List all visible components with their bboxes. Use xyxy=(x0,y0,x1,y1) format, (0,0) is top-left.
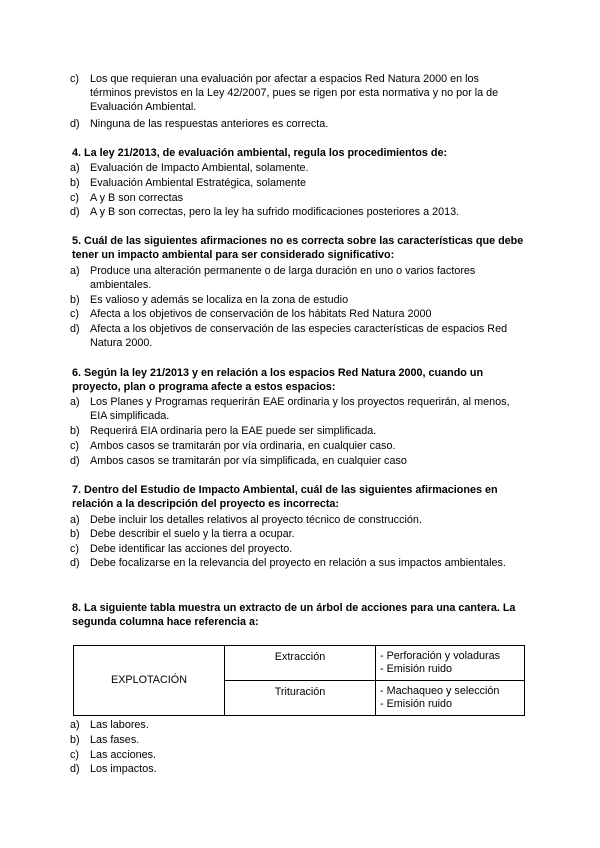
option-label: c) xyxy=(70,749,79,761)
items-cell xyxy=(376,646,525,681)
q5-option-a xyxy=(70,264,520,292)
q5-option-b xyxy=(70,293,520,307)
q5-option-c xyxy=(70,307,520,321)
question-number: 8. xyxy=(72,602,85,614)
option-label: a) xyxy=(70,396,80,408)
question-text: Cuál de las siguientes afirmaciones no es correcta sobre las características que debe tener un impacto ambiental para ser considerado significativo: xyxy=(72,235,524,261)
option-label: b) xyxy=(70,734,80,746)
item-line: - Perforación y voladuras xyxy=(380,650,501,662)
q4-option-c xyxy=(70,191,520,205)
option-text: Ambos casos se tramitarán por vía simplificada, en cualquier caso xyxy=(90,455,407,467)
option-label: a) xyxy=(70,162,80,174)
option-text: Debe focalizarse en la relevancia del proyecto en relación a sus impactos ambientales. xyxy=(90,557,506,569)
option-text: Los Planes y Programas requerirán EAE ordinaria y los proyectos requerirán, al menos, EIA simplificada. xyxy=(90,396,510,422)
q3-option-d xyxy=(70,117,520,131)
option-label: c) xyxy=(70,440,79,452)
option-text: Los impactos. xyxy=(90,763,157,775)
question-number: 7. xyxy=(72,484,85,496)
option-text: Las fases. xyxy=(90,734,140,746)
option-text: Debe incluir los detalles relativos al proyecto técnico de construcción. xyxy=(90,514,422,526)
question-text: Dentro del Estudio de Impacto Ambiental, cuál de las siguientes afirmaciones en relación a la descripción del proyecto es incorrecta: xyxy=(72,484,498,510)
option-text: Las labores. xyxy=(90,719,149,731)
option-label: d) xyxy=(70,206,80,218)
option-text: A y B son correctas xyxy=(90,192,184,204)
option-text: Debe describir el suelo y la tierra a ocupar. xyxy=(90,528,295,540)
table-row xyxy=(74,646,525,681)
item-line: - Emisión ruido xyxy=(380,663,453,675)
option-label: a) xyxy=(70,719,80,731)
option-label: b) xyxy=(70,177,80,189)
q4-option-a xyxy=(70,161,520,175)
option-text: Afecta a los objetivos de conservación de las especies características de espacios Red Natura 2000. xyxy=(90,323,508,349)
option-label: d) xyxy=(70,455,80,467)
q7-option-c xyxy=(70,542,520,556)
q7-option-b xyxy=(70,527,520,541)
option-text: Debe identificar las acciones del proyecto. xyxy=(90,543,293,555)
phase-cell: Extracción xyxy=(225,646,376,681)
question-7-title xyxy=(72,483,528,511)
group-cell: EXPLOTACIÓN xyxy=(74,646,225,716)
option-label: a) xyxy=(70,514,80,526)
q6-option-a xyxy=(70,395,520,423)
option-label: b) xyxy=(70,528,80,540)
q6-option-d xyxy=(70,454,520,468)
option-label: b) xyxy=(70,294,80,306)
q6-option-b xyxy=(70,424,520,438)
option-label: d) xyxy=(70,557,80,569)
option-label: b) xyxy=(70,425,80,437)
option-label: c) xyxy=(70,192,79,204)
question-text: La siguiente tabla muestra un extracto de un árbol de acciones para una cantera. La segunda columna hace referencia a: xyxy=(72,602,516,628)
q8-option-a xyxy=(70,718,520,732)
q7-option-d xyxy=(70,556,520,570)
question-number: 5. xyxy=(72,235,85,247)
q8-option-d xyxy=(70,762,520,776)
option-label: c) xyxy=(70,73,79,85)
option-text: Ninguna de las respuestas anteriores es correcta. xyxy=(90,118,329,130)
question-6-title xyxy=(72,366,528,394)
option-label: d) xyxy=(70,118,80,130)
question-number: 4. xyxy=(72,147,85,159)
phase-cell: Trituración xyxy=(225,681,376,716)
option-text: Ambos casos se tramitarán por vía ordinaria, en cualquier caso. xyxy=(90,440,396,452)
question-8-title xyxy=(72,601,528,629)
q8-option-b xyxy=(70,733,520,747)
question-text: La ley 21/2013, de evaluación ambiental, regula los procedimientos de: xyxy=(84,147,448,159)
option-label: c) xyxy=(70,308,79,320)
option-text: Evaluación de Impacto Ambiental, solamente. xyxy=(90,162,309,174)
q4-option-b xyxy=(70,176,520,190)
items-cell xyxy=(376,681,525,716)
option-text: Requerirá EIA ordinaria pero la EAE puede ser simplificada. xyxy=(90,425,377,437)
item-line: - Emisión ruido xyxy=(380,698,453,710)
option-label: a) xyxy=(70,265,80,277)
q4-option-d xyxy=(70,205,520,219)
q3-option-c xyxy=(70,72,520,114)
option-label: d) xyxy=(70,763,80,775)
q7-option-a xyxy=(70,513,520,527)
item-line: - Machaqueo y selección xyxy=(380,685,500,697)
option-label: d) xyxy=(70,323,80,335)
option-label: c) xyxy=(70,543,79,555)
option-text: Afecta a los objetivos de conservación de los hábitats Red Natura 2000 xyxy=(90,308,432,320)
option-text: Los que requieran una evaluación por afectar a espacios Red Natura 2000 en los términos previstos en la Ley 42/2007, pues se rigen por esta normativa y no por la de Evaluación Ambiental. xyxy=(90,73,499,113)
question-5-title xyxy=(72,234,528,262)
question-4-title xyxy=(72,146,528,160)
option-text: Es valioso y además se localiza en la zona de estudio xyxy=(90,294,349,306)
question-text: Según la ley 21/2013 y en relación a los espacios Red Natura 2000, cuando un proyecto, plan o programa afecte a estos espacios: xyxy=(72,367,484,393)
q5-option-d xyxy=(70,322,520,350)
q6-option-c xyxy=(70,439,520,453)
action-tree-table xyxy=(73,645,525,716)
q8-option-c xyxy=(70,748,520,762)
option-text: A y B son correctas, pero la ley ha sufrido modificaciones posteriores a 2013. xyxy=(90,206,460,218)
option-text: Evaluación Ambiental Estratégica, solamente xyxy=(90,177,307,189)
question-number: 6. xyxy=(72,367,85,379)
option-text: Las acciones. xyxy=(90,749,157,761)
option-text: Produce una alteración permanente o de larga duración en uno o varios factores ambientales. xyxy=(90,265,476,291)
